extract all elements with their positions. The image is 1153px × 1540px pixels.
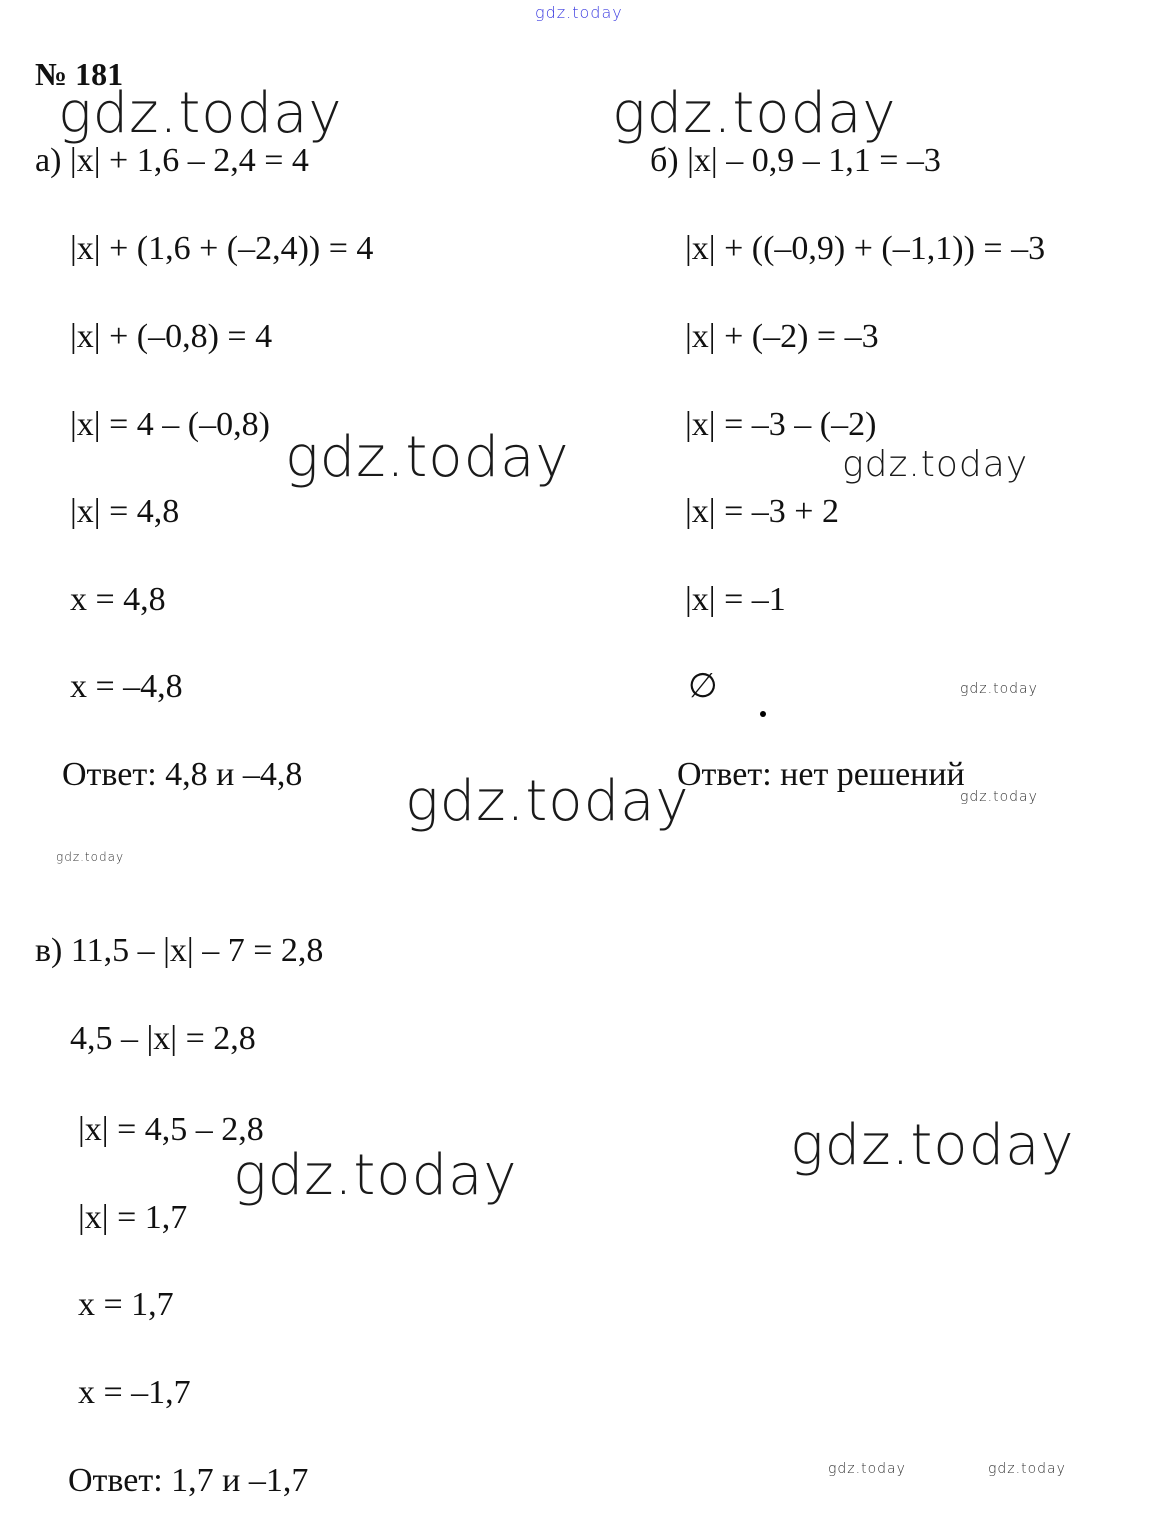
- equation-line: |x| = –3 + 2: [685, 493, 839, 530]
- equation-line: |x| + (1,6 + (–2,4)) = 4: [70, 230, 374, 267]
- watermark: gdz.today: [233, 1143, 518, 1208]
- equation-line: x = –1,7: [78, 1374, 191, 1411]
- answer: Ответ: нет решений: [677, 756, 965, 793]
- answer: Ответ: 1,7 и –1,7: [68, 1462, 309, 1499]
- watermark: gdz.today: [988, 1461, 1066, 1477]
- watermark: gdz.today: [58, 81, 343, 146]
- watermark: gdz.today: [56, 850, 125, 864]
- equation-line: |x| = 4 – (–0,8): [70, 406, 270, 443]
- watermark: gdz.today: [405, 769, 690, 834]
- header-watermark: gdz.today: [535, 3, 623, 22]
- equation-line: |x| = –3 – (–2): [685, 406, 877, 443]
- equation-line: |x| + (–2) = –3: [685, 318, 879, 355]
- equation-line: x = 1,7: [78, 1286, 174, 1323]
- watermark: gdz.today: [960, 789, 1038, 805]
- equation-line: |x| = 4,8: [70, 493, 180, 530]
- watermark: gdz.today: [285, 425, 570, 490]
- watermark: gdz.today: [790, 1113, 1075, 1178]
- answer: Ответ: 4,8 и –4,8: [62, 756, 303, 793]
- equation-line: б) |x| – 0,9 – 1,1 = –3: [650, 142, 941, 179]
- problem-title: № 181: [35, 56, 124, 92]
- equation-line: |x| = 1,7: [78, 1199, 188, 1236]
- equation-line: |x| + (–0,8) = 4: [70, 318, 273, 355]
- equation-line: 4,5 – |x| = 2,8: [70, 1020, 256, 1057]
- dot-mark: [760, 711, 766, 717]
- equation-line: |x| = 4,5 – 2,8: [78, 1111, 264, 1148]
- equation-line: x = –4,8: [70, 668, 183, 705]
- watermark: gdz.today: [612, 81, 897, 146]
- watermark: gdz.today: [960, 681, 1038, 697]
- equation-line: |x| = –1: [685, 581, 786, 618]
- equation-line: x = 4,8: [70, 581, 166, 618]
- equation-line: а) |x| + 1,6 – 2,4 = 4: [35, 142, 309, 179]
- watermark: gdz.today: [828, 1461, 906, 1477]
- equation-line: в) 11,5 – |x| – 7 = 2,8: [35, 932, 324, 969]
- watermark: gdz.today: [842, 444, 1029, 485]
- empty-set-symbol: ∅: [688, 668, 718, 705]
- equation-line: |x| + ((–0,9) + (–1,1)) = –3: [685, 230, 1046, 267]
